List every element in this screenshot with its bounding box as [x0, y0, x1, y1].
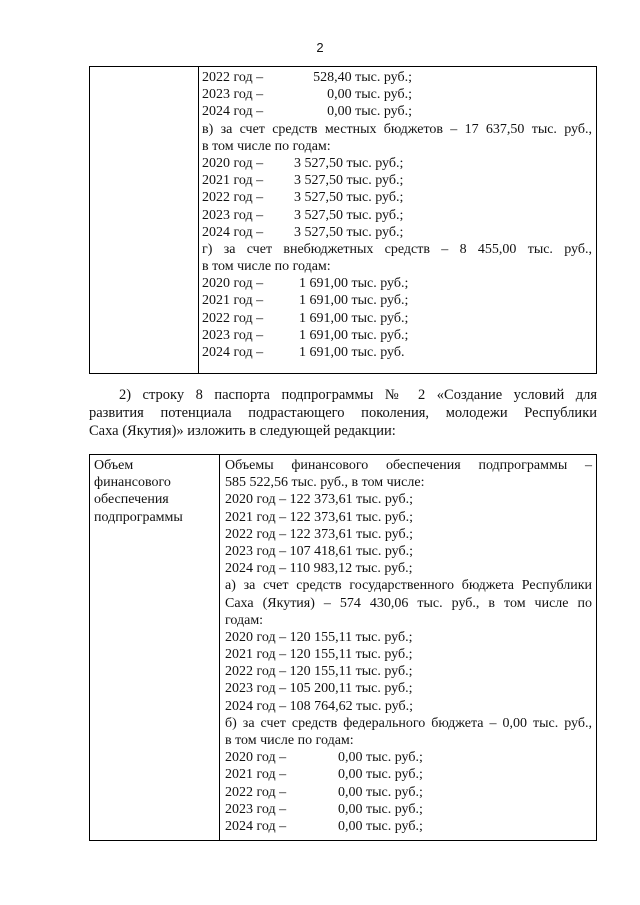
year-label: 2021 год –	[202, 293, 264, 309]
year-label: 2024 год –	[202, 224, 264, 240]
year-line	[202, 189, 592, 206]
year-value: 3 527,50 тыс. руб.;	[294, 155, 404, 171]
label-line: подпрограммы	[94, 509, 183, 525]
year-value: 1 691,00 тыс. руб.;	[299, 276, 409, 292]
year-line: 2023 год – 105 200,11 тыс. руб.;	[225, 681, 413, 697]
year-value: 3 527,50 тыс. руб.;	[294, 224, 404, 240]
year-value: 0,00 тыс. руб.;	[338, 784, 423, 800]
year-label: 2022 год –	[202, 190, 264, 206]
page-number: 2	[316, 40, 324, 55]
year-value: 3 527,50 тыс. руб.;	[294, 207, 404, 223]
year-value: 0,00 тыс. руб.;	[338, 750, 423, 766]
year-line	[202, 69, 592, 86]
year-line: 2021 год – 122 373,61 тыс. руб.;	[225, 509, 413, 525]
year-line	[225, 749, 592, 766]
year-line: 2021 год – 120 155,11 тыс. руб.;	[225, 647, 413, 663]
by-years-label: в том числе по годам:	[202, 138, 331, 154]
year-line	[202, 292, 592, 309]
year-label: 2020 год –	[202, 155, 264, 171]
year-value: 3 527,50 тыс. руб.;	[294, 190, 404, 206]
year-value: 1 691,00 тыс. руб.	[299, 345, 405, 360]
year-line	[202, 344, 592, 361]
label-line: обеспечения	[94, 492, 169, 508]
label-line: финансового	[94, 475, 171, 491]
intro-line: 585 522,56 тыс. руб., в том числе:	[225, 475, 425, 491]
extrabudgetary-heading: г) за счет внебюджетных средств – 8 455,00 тыс. руб.,	[202, 241, 592, 257]
year-line: 2024 год – 110 983,12 тыс. руб.;	[225, 561, 413, 577]
year-line: 2023 год – 107 418,61 тыс. руб.;	[225, 543, 413, 559]
year-value: 0,00 тыс. руб.;	[327, 104, 412, 120]
year-value: 1 691,00 тыс. руб.;	[299, 310, 409, 326]
year-value: 1 691,00 тыс. руб.;	[299, 293, 409, 309]
funding-content-cell	[220, 455, 597, 841]
year-value: 528,40 тыс. руб.;	[313, 70, 412, 85]
year-line: 2022 год – 120 155,11 тыс. руб.;	[225, 664, 413, 680]
table1-empty-label-cell	[90, 67, 199, 374]
intro-line: Объемы финансового обеспечения подпрограммы –	[225, 458, 592, 473]
amendment-paragraph	[89, 386, 597, 440]
year-line: 2020 год – 120 155,11 тыс. руб.;	[225, 629, 413, 645]
state-budget-heading: Саха (Якутия) – 574 430,06 тыс. руб., в том числе по	[225, 595, 592, 611]
year-label: 2024 год –	[225, 818, 287, 834]
federal-budget-heading: б) за счет средств федерального бюджета – 0,00 тыс. руб.,	[225, 715, 592, 731]
year-label: 2023 год –	[202, 87, 264, 103]
year-line	[202, 103, 592, 120]
local-budget-heading: в) за счет средств местных бюджетов – 17 637,50 тыс. руб.,	[202, 121, 592, 137]
year-value: 0,00 тыс. руб.;	[338, 767, 423, 783]
year-line: 2020 год – 122 373,61 тыс. руб.;	[225, 492, 413, 508]
year-line	[225, 784, 592, 801]
year-label: 2021 год –	[225, 767, 287, 783]
state-budget-heading: годам:	[225, 612, 264, 628]
year-label: 2022 год –	[202, 70, 264, 85]
year-line	[225, 801, 592, 818]
funding-label-cell	[90, 455, 220, 841]
paragraph-line: развития потенциала подрастающего поколения, молодежи Республики	[89, 405, 597, 421]
year-value: 0,00 тыс. руб.;	[338, 801, 423, 817]
year-value: 3 527,50 тыс. руб.;	[294, 173, 404, 189]
year-label: 2024 год –	[202, 104, 264, 120]
year-line	[225, 818, 592, 835]
year-line	[202, 327, 592, 344]
year-line: 2024 год – 108 764,62 тыс. руб.;	[225, 698, 413, 714]
state-budget-heading: а) за счет средств государственного бюджета Республики	[225, 578, 592, 594]
year-label: 2024 год –	[202, 345, 264, 360]
year-value: 0,00 тыс. руб.;	[327, 87, 412, 103]
subprogram-funding-table	[89, 454, 597, 841]
year-label: 2023 год –	[225, 801, 287, 817]
year-line: 2022 год – 122 373,61 тыс. руб.;	[225, 526, 413, 542]
year-line	[202, 86, 592, 103]
year-line	[202, 172, 592, 189]
year-label: 2022 год –	[202, 310, 264, 326]
funding-table-continued	[89, 66, 597, 374]
paragraph-line: Саха (Якутия)» изложить в следующей редакции:	[89, 423, 396, 439]
year-label: 2023 год –	[202, 327, 264, 343]
year-line	[202, 207, 592, 224]
year-line	[202, 224, 592, 241]
year-label: 2020 год –	[225, 750, 287, 766]
table1-content-cell	[199, 67, 597, 374]
year-value: 1 691,00 тыс. руб.;	[299, 327, 409, 343]
year-line	[225, 766, 592, 783]
year-value: 0,00 тыс. руб.;	[338, 818, 423, 834]
year-label: 2020 год –	[202, 276, 264, 292]
year-label: 2021 год –	[202, 173, 264, 189]
year-label: 2023 год –	[202, 207, 264, 223]
year-line	[202, 275, 592, 292]
year-label: 2022 год –	[225, 784, 287, 800]
paragraph-line: 2) строку 8 паспорта подпрограммы № 2 «Создание условий для	[119, 387, 597, 403]
by-years-label: в том числе по годам:	[225, 733, 354, 748]
year-line	[202, 310, 592, 327]
by-years-label: в том числе по годам:	[202, 259, 331, 275]
year-line	[202, 155, 592, 172]
label-line: Объем	[94, 458, 134, 473]
